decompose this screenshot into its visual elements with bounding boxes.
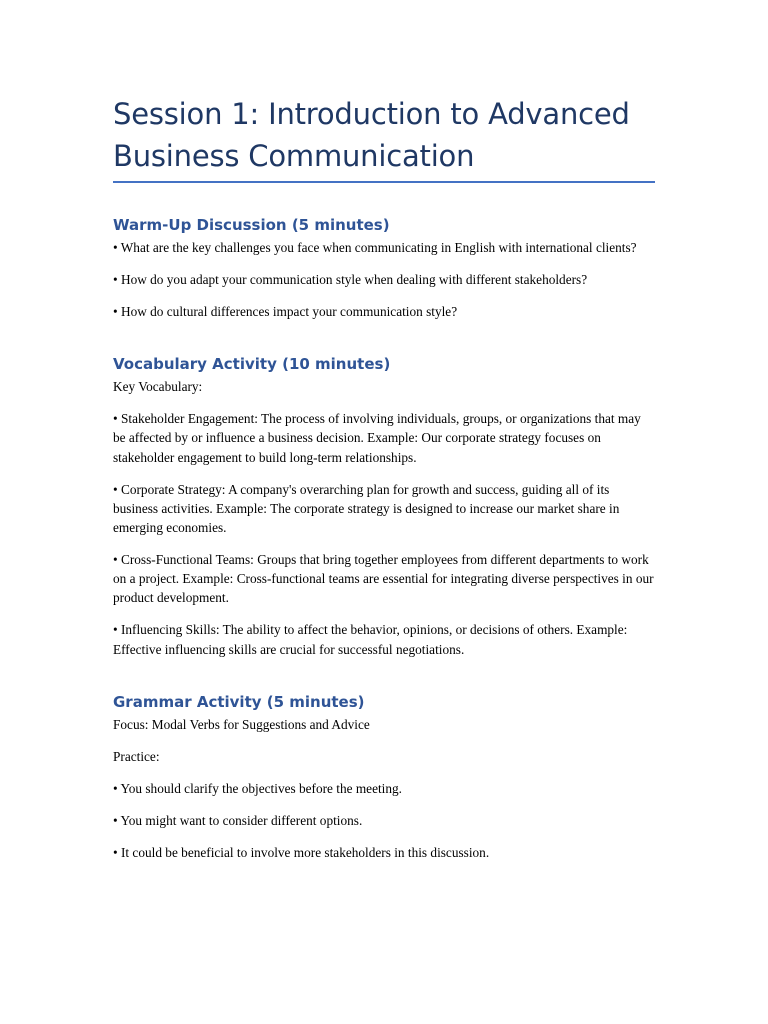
title-divider bbox=[113, 181, 655, 183]
vocabulary-item: • Stakeholder Engagement: The process of involving individuals, groups, or organizations that may be affected by or influence a business decision. Example: Our corporate strategy focuses on stakeholder engagement to build long-term relationships. bbox=[113, 411, 641, 465]
page-title: Session 1: Introduction to Advanced Business Communication bbox=[113, 97, 630, 173]
warmup-question: • How do you adapt your communication style when dealing with different stakeholders? bbox=[113, 272, 588, 287]
grammar-example: • It could be beneficial to involve more stakeholders in this discussion. bbox=[113, 844, 490, 860]
grammar-focus: Focus: Modal Verbs for Suggestions and Advice bbox=[113, 716, 370, 732]
vocabulary-item: • Influencing Skills: The ability to affect the behavior, opinions, or decisions of others. Example: Effective influencing skills are crucial for successful negotiations. bbox=[113, 622, 628, 657]
vocabulary-intro: Key Vocabulary: bbox=[113, 379, 203, 395]
document-page bbox=[113, 0, 655, 862]
warmup-section bbox=[113, 215, 655, 321]
grammar-example: • You might want to consider different options. bbox=[113, 812, 363, 828]
grammar-section bbox=[113, 692, 655, 862]
vocabulary-item: • Cross-Functional Teams: Groups that bring together employees from different departments to work on a project. Example: Cross-functional teams are essential for integrating diverse perspectives in our product development. bbox=[113, 552, 654, 606]
vocabulary-heading: Vocabulary Activity (10 minutes) bbox=[113, 355, 391, 374]
vocabulary-item: • Corporate Strategy: A company's overarching plan for growth and success, guiding all of its business activities. Example: The corporate strategy is designed to increase our market share in emerging economies. bbox=[113, 481, 620, 536]
warmup-question: • How do cultural differences impact your communication style? bbox=[113, 304, 458, 319]
grammar-practice-label: Practice: bbox=[113, 748, 160, 764]
grammar-heading: Grammar Activity (5 minutes) bbox=[113, 692, 365, 711]
vocabulary-section bbox=[113, 354, 655, 659]
grammar-example: • You should clarify the objectives before the meeting. bbox=[113, 780, 402, 796]
warmup-heading: Warm-Up Discussion (5 minutes) bbox=[113, 216, 390, 234]
warmup-question: • What are the key challenges you face when communicating in English with international clients? bbox=[113, 240, 637, 255]
